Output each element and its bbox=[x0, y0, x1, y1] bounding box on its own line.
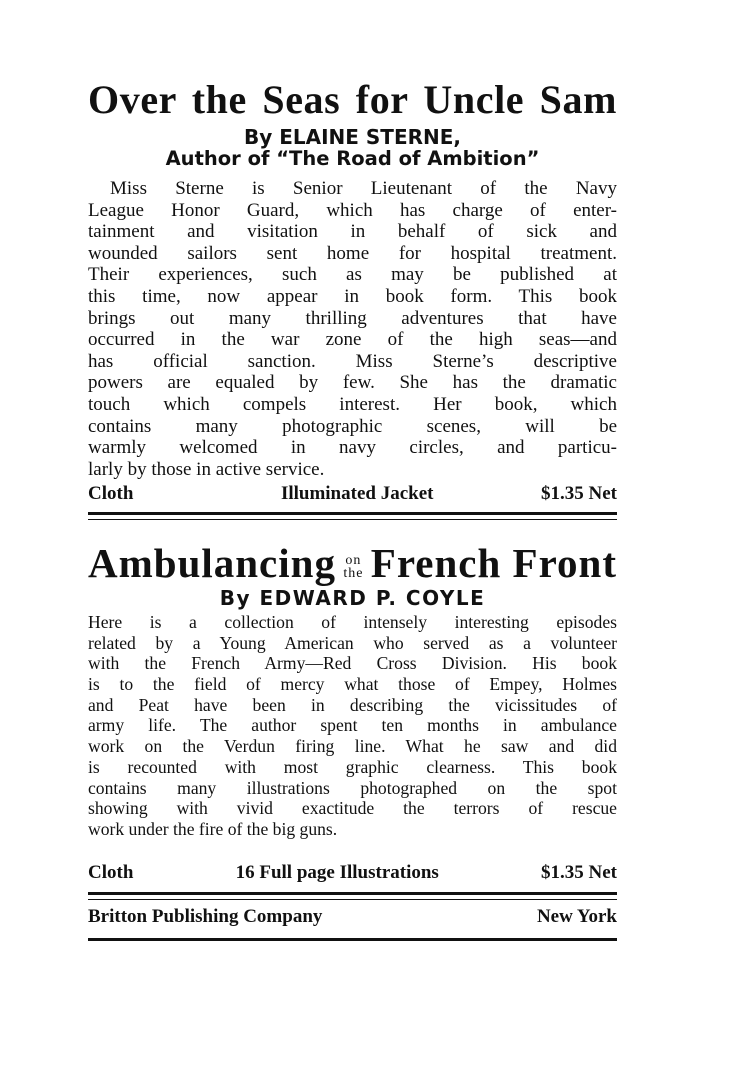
book1-details bbox=[88, 483, 617, 505]
book2-title-part: Ambulancing bbox=[88, 540, 336, 586]
book1-byline: By ELAINE STERNE, bbox=[243, 125, 462, 149]
book2-byline: By EDWARD P. COYLE bbox=[219, 586, 486, 610]
text-line: brings out many thrilling adventures that have bbox=[88, 307, 617, 329]
book1-feature: Illuminated Jacket bbox=[280, 483, 434, 504]
text-line: with the French Army—Red Cross Division. His book bbox=[88, 653, 617, 674]
book2-feature: 16 Full page Illustrations bbox=[235, 862, 439, 883]
text-line: has official sanction. Miss Sterne’s descriptive bbox=[88, 350, 617, 372]
text-line: and Peat have been in describing the vicissitudes of bbox=[88, 694, 617, 715]
book2-title bbox=[88, 540, 617, 586]
divider-bottom bbox=[88, 938, 617, 941]
publisher-footer bbox=[88, 906, 617, 928]
text-line: work under the fire of the big guns. bbox=[88, 818, 338, 839]
text-line: army life. The author spent ten months in ambulance bbox=[88, 715, 617, 736]
text-line: contains many photographic scenes, will be bbox=[88, 415, 617, 437]
book2-title-part: French Front bbox=[370, 540, 617, 586]
title-on: on bbox=[345, 553, 362, 568]
text-line: related by a Young American who served as a volunteer bbox=[88, 632, 617, 653]
text-line: this time, now appear in book form. This book bbox=[88, 285, 617, 307]
text-line: Their experiences, such as may be published at bbox=[88, 264, 617, 286]
book2-title-on-the bbox=[343, 554, 363, 580]
publisher-name: Britton Publishing Company bbox=[88, 906, 323, 927]
text-line: tainment and visitation in behalf of sick and bbox=[88, 221, 617, 243]
text-line: showing with vivid exactitude the terrors of rescue bbox=[88, 798, 617, 819]
text-line: occurred in the war zone of the high seas—and bbox=[88, 329, 617, 351]
title-the: the bbox=[343, 566, 364, 581]
text-line: warmly welcomed in navy circles, and particu- bbox=[88, 437, 617, 459]
text-line: League Honor Guard, which has charge of enter- bbox=[88, 199, 617, 221]
book1-description bbox=[88, 178, 617, 480]
publisher-city: New York bbox=[536, 906, 617, 927]
divider-thick bbox=[88, 892, 617, 895]
book1-binding: Cloth bbox=[88, 483, 134, 504]
text-line: work on the Verdun firing line. What he saw and did bbox=[88, 736, 617, 757]
text-line: is to the field of mercy what those of Empey, Holmes bbox=[88, 674, 617, 695]
book2-description bbox=[88, 612, 617, 840]
text-line: powers are equaled by few. She has the dramatic bbox=[88, 372, 617, 394]
book1-price: $1.35 Net bbox=[541, 483, 617, 504]
text-line: contains many illustrations photographed on the spot bbox=[88, 777, 617, 798]
book1-author-note: Author of “The Road of Ambition” bbox=[165, 147, 540, 170]
text-line: touch which compels interest. Her book, which bbox=[88, 393, 617, 415]
book2-details bbox=[88, 862, 617, 884]
text-line: is recounted with most graphic clearness. This book bbox=[88, 756, 617, 777]
text-line: Miss Sterne is Senior Lieutenant of the Navy bbox=[110, 178, 617, 199]
text-line: Here is a collection of intensely interesting episodes bbox=[88, 612, 617, 632]
text-line: larly by those in active service. bbox=[88, 458, 325, 480]
divider-thin bbox=[88, 519, 617, 520]
book2-binding: Cloth bbox=[88, 862, 134, 883]
text-line: wounded sailors sent home for hospital treatment. bbox=[88, 242, 617, 264]
divider-thin bbox=[88, 899, 617, 900]
divider-thick bbox=[88, 512, 617, 515]
book1-title: Over the Seas for Uncle Sam bbox=[88, 77, 617, 122]
book2-price: $1.35 Net bbox=[541, 862, 617, 883]
